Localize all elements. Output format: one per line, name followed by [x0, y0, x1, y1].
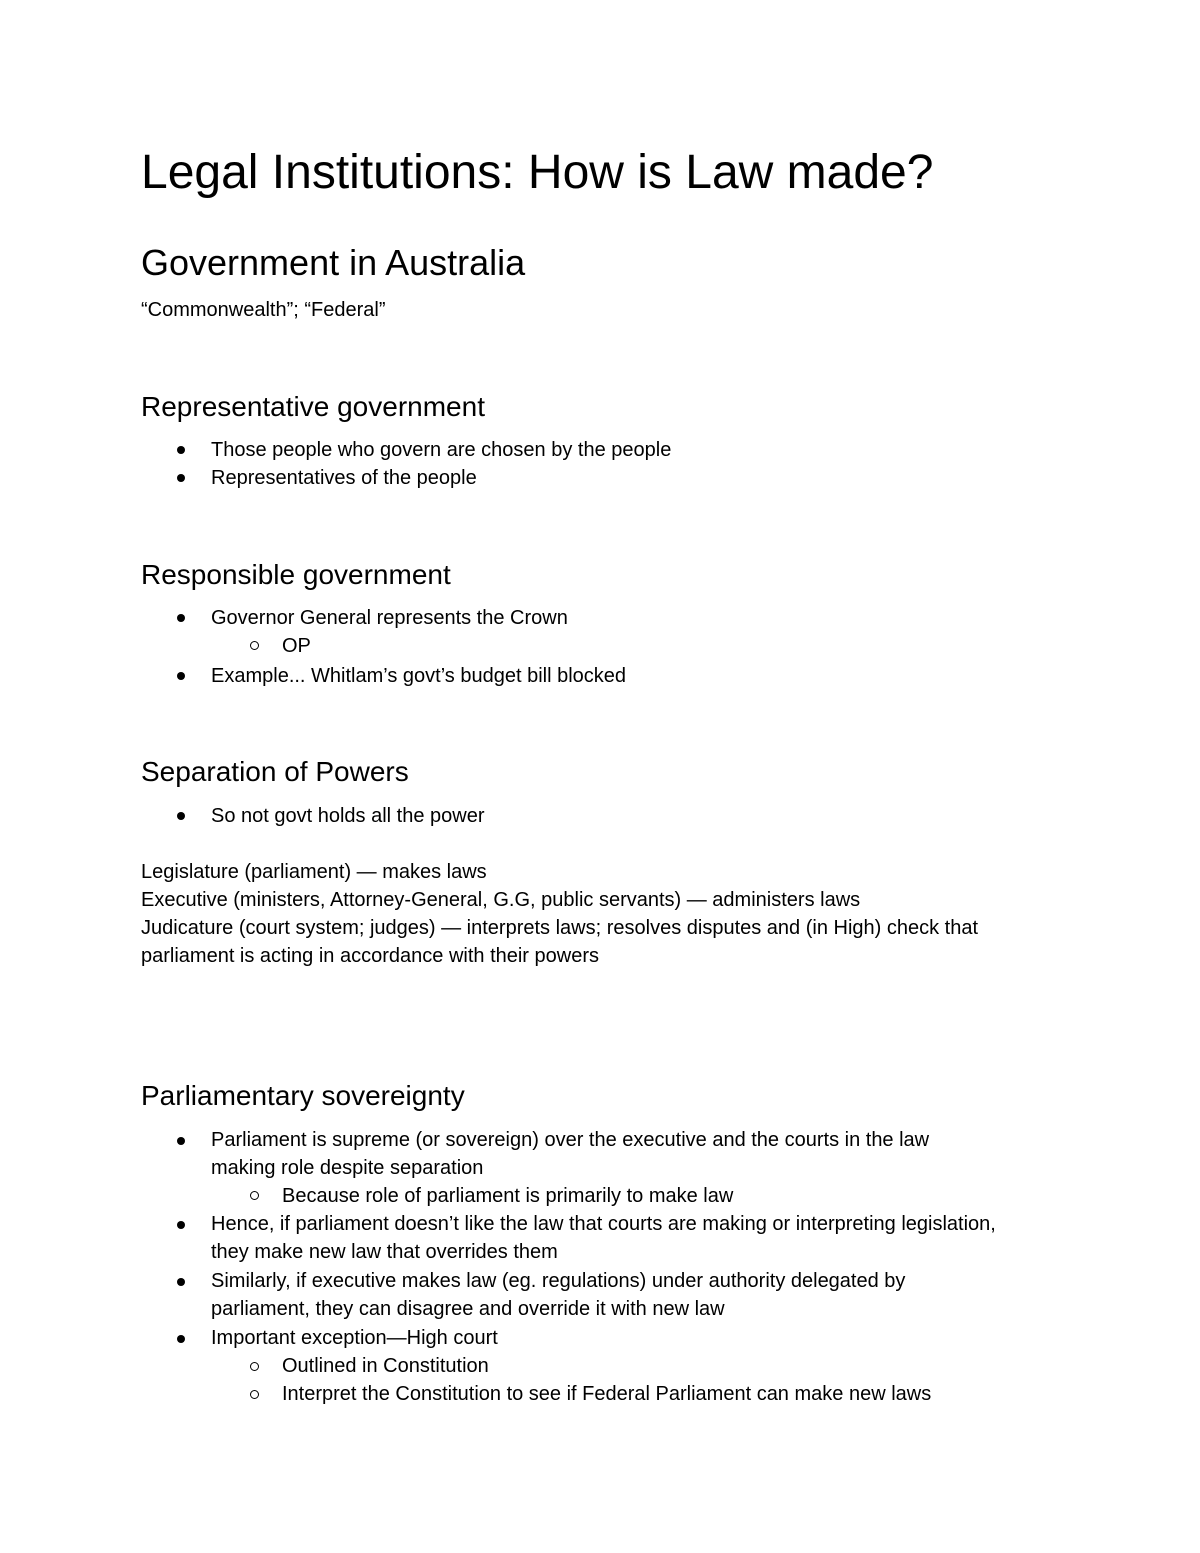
list-item: Representatives of the people	[211, 467, 477, 489]
section-title-government: Government in Australia	[141, 242, 526, 283]
bullet-icon	[177, 812, 185, 820]
list-item: Those people who govern are chosen by the people	[211, 439, 672, 461]
list-item: Outlined in Constitution	[282, 1355, 489, 1377]
bullet-icon	[177, 1221, 185, 1229]
bullet-icon	[177, 1278, 185, 1286]
bullet-icon	[177, 474, 185, 482]
list-item-continuation: parliament, they can disagree and override it with new law	[211, 1298, 725, 1320]
circle-bullet-icon	[250, 1390, 259, 1399]
bullet-icon	[177, 672, 185, 680]
heading-parliamentary-sovereignty: Parliamentary sovereignty	[141, 1080, 465, 1111]
paragraph-line: Legislature (parliament) — makes laws	[141, 861, 487, 883]
heading-responsible-government: Responsible government	[141, 559, 451, 590]
list-item: Similarly, if executive makes law (eg. regulations) under authority delegated by	[211, 1270, 906, 1292]
bullet-icon	[177, 446, 185, 454]
list-item-continuation: they make new law that overrides them	[211, 1241, 558, 1263]
list-item: Governor General represents the Crown	[211, 607, 568, 629]
list-item: OP	[282, 635, 311, 657]
paragraph-line: Judicature (court system; judges) — interprets laws; resolves disputes and (in High) check that	[141, 917, 979, 939]
heading-representative-government: Representative government	[141, 391, 485, 422]
subtitle-note: “Commonwealth”; “Federal”	[141, 299, 386, 321]
heading-separation-of-powers: Separation of Powers	[141, 756, 409, 787]
bullet-icon	[177, 1335, 185, 1343]
list-item-continuation: making role despite separation	[211, 1157, 484, 1179]
circle-bullet-icon	[250, 641, 259, 650]
list-item: Parliament is supreme (or sovereign) over the executive and the courts in the law	[211, 1129, 930, 1151]
list-item: So not govt holds all the power	[211, 805, 485, 827]
list-item: Important exception—High court	[211, 1327, 498, 1349]
circle-bullet-icon	[250, 1362, 259, 1371]
bullet-icon	[177, 1137, 185, 1145]
list-item: Interpret the Constitution to see if Federal Parliament can make new laws	[282, 1383, 932, 1405]
document-title: Legal Institutions: How is Law made?	[141, 146, 934, 199]
list-item: Because role of parliament is primarily to make law	[282, 1185, 734, 1207]
list-item: Hence, if parliament doesn’t like the law that courts are making or interpreting legislation,	[211, 1213, 996, 1235]
list-item: Example... Whitlam’s govt’s budget bill blocked	[211, 665, 627, 687]
circle-bullet-icon	[250, 1191, 259, 1200]
paragraph-line: Executive (ministers, Attorney-General, G.G, public servants) — administers laws	[141, 889, 861, 911]
paragraph-line: parliament is acting in accordance with their powers	[141, 945, 599, 967]
bullet-icon	[177, 614, 185, 622]
